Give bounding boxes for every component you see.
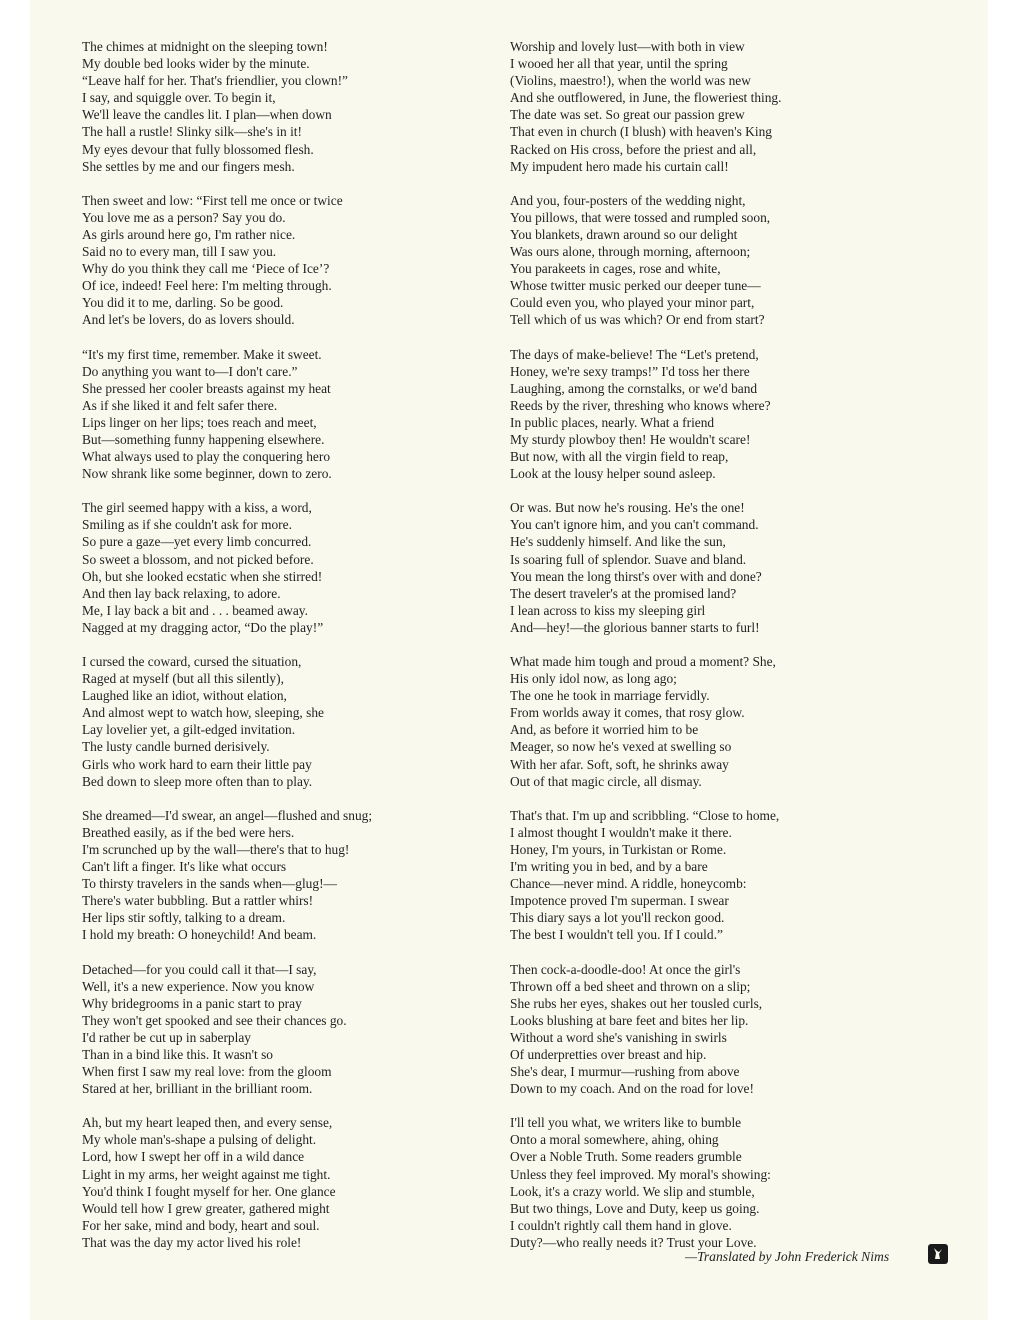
- poem-line: Without a word she's vanishing in swirls: [510, 1029, 727, 1045]
- poem-line: Looks blushing at bare feet and bites her lip.: [510, 1012, 749, 1028]
- poem-line: You parakeets in cages, rose and white,: [510, 261, 721, 277]
- poem-line: The one he took in marriage fervidly.: [510, 688, 710, 704]
- poem-line: Whose twitter music perked our deeper tune—: [510, 278, 761, 294]
- poem-line: They won't get spooked and see their chances go.: [82, 1012, 347, 1028]
- poem-line: So pure a gaze—yet every limb concurred.: [82, 534, 312, 550]
- poem-line: Honey, I'm yours, in Turkistan or Rome.: [510, 841, 727, 857]
- poem-line: Nagged at my dragging actor, “Do the play!”: [82, 619, 324, 635]
- poem-line: From worlds away it comes, that rosy glow.: [510, 705, 745, 721]
- poem-line: He's suddenly himself. And like the sun,: [510, 534, 726, 550]
- poem-line: Then sweet and low: “First tell me once or twice: [82, 192, 343, 208]
- poem-line: I wooed her all that year, until the spring: [510, 56, 728, 72]
- poem-line: I couldn't rightly call them hand in glove.: [510, 1217, 732, 1233]
- poem-line: The hall a rustle! Slinky silk—she's in it!: [82, 124, 302, 140]
- poem-line: Tell which of us was which? Or end from start?: [510, 312, 765, 328]
- stanza: [82, 961, 482, 1098]
- poem-line: This diary says a lot you'll reckon good.: [510, 910, 725, 926]
- poem-line: Thrown off a bed sheet and thrown on a slip;: [510, 978, 751, 994]
- poem-line: For her sake, mind and body, heart and soul.: [82, 1217, 320, 1233]
- poem-line: My double bed looks wider by the minute.: [82, 56, 310, 72]
- poem-line: As girls around here go, I'm rather nice.: [82, 226, 296, 242]
- stanza: [82, 38, 482, 175]
- poem-line: Worship and lovely lust—with both in view: [510, 39, 745, 54]
- stanza: [82, 1114, 482, 1251]
- poem-line: Than in a bind like this. It wasn't so: [82, 1046, 273, 1062]
- poem-line: Look, it's a crazy world. We slip and stumble,: [510, 1183, 755, 1199]
- poem-line: What always used to play the conquering hero: [82, 449, 331, 465]
- poem-line: Oh, but she looked ecstatic when she stirred!: [82, 568, 323, 584]
- poem-left-column: [82, 38, 482, 1268]
- stanza: [82, 653, 482, 790]
- stanza: [510, 499, 920, 636]
- poem-line: Is soaring full of splendor. Suave and bland.: [510, 551, 747, 567]
- poem-line: When first I saw my real love: from the gloom: [82, 1064, 332, 1080]
- poem-line: I'm scrunched up by the wall—there's that to hug!: [82, 841, 350, 857]
- poem-line: “It's my first time, remember. Make it sweet.: [82, 346, 322, 362]
- poem-line: I say, and squiggle over. To begin it,: [82, 90, 276, 106]
- poem-line: The date was set. So great our passion grew: [510, 107, 745, 123]
- poem-line: Smiling as if she couldn't ask for more.: [82, 517, 292, 533]
- poem-line: I'd rather be cut up in saberplay: [82, 1029, 251, 1045]
- poem-line: Lay lovelier yet, a gilt-edged invitation.: [82, 722, 296, 738]
- poem-line: Stared at her, brilliant in the brilliant room.: [82, 1081, 313, 1097]
- poem-line: You can't ignore him, and you can't command.: [510, 517, 759, 533]
- poem-line: His only idol now, as long ago;: [510, 671, 677, 687]
- bunny-logo-icon: [928, 1244, 948, 1264]
- stanza: [82, 192, 482, 329]
- poem-line: In public places, nearly. What a friend: [510, 414, 715, 430]
- poem-line: That was the day my actor lived his role!: [82, 1234, 302, 1250]
- poem-line: Was ours alone, through morning, afternoon;: [510, 244, 751, 260]
- poem-line: (Violins, maestro!), when the world was new: [510, 73, 751, 89]
- poem-line: Of underpretties over breast and hip.: [510, 1046, 707, 1062]
- poem-line: There's water bubbling. But a rattler whirs!: [82, 893, 314, 909]
- poem-line: Chance—never mind. A riddle, honeycomb:: [510, 876, 747, 892]
- poem-line: “Leave half for her. That's friendlier, you clown!”: [82, 73, 348, 89]
- poem-line: Meager, so now he's vexed at swelling so: [510, 739, 732, 755]
- poem-line: We'll leave the candles lit. I plan—when down: [82, 107, 332, 123]
- poem-line: My whole man's-shape a pulsing of delight.: [82, 1132, 317, 1148]
- stanza: [510, 192, 920, 329]
- poem-line: My impudent hero made his curtain call!: [510, 158, 729, 174]
- poem-line: I'll tell you what, we writers like to bumble: [510, 1115, 742, 1131]
- poem-line: And—hey!—the glorious banner starts to furl!: [510, 619, 760, 635]
- poem-line: Racked on His cross, before the priest and all,: [510, 141, 757, 157]
- poem-line: And then lay back relaxing, to adore.: [82, 585, 281, 601]
- poem-line: She rubs her eyes, shakes out her tousled curls,: [510, 995, 763, 1011]
- poem-line: You mean the long thirst's over with and done?: [510, 568, 762, 584]
- poem-line: You'd think I fought myself for her. One glance: [82, 1183, 336, 1199]
- poem-line: Do anything you want to—I don't care.”: [82, 363, 298, 379]
- poem-line: And let's be lovers, do as lovers should.: [82, 312, 295, 328]
- poem-line: She settles by me and our fingers mesh.: [82, 158, 295, 174]
- poem-line: The days of make-believe! The “Let's pretend,: [510, 346, 759, 362]
- poem-line: Or was. But now he's rousing. He's the one!: [510, 500, 745, 516]
- poem-line: Laughed like an idiot, without elation,: [82, 688, 287, 704]
- poem-line: That even in church (I blush) with heaven's King: [510, 124, 772, 140]
- poem-line: Duty?—who really needs it? Trust your Love.: [510, 1234, 757, 1250]
- poem-line: Down to my coach. And on the road for love!: [510, 1081, 754, 1097]
- poem-line: Ah, but my heart leaped then, and every sense,: [82, 1115, 333, 1131]
- stanza: [82, 499, 482, 636]
- poem-line: Can't lift a finger. It's like what occurs: [82, 859, 287, 875]
- poem-line: Honey, we're sexy tramps!” I'd toss her there: [510, 363, 750, 379]
- poem-line: And, as before it worried him to be: [510, 722, 699, 738]
- poem-line: Girls who work hard to earn their little pay: [82, 756, 312, 772]
- poem-line: Unless they feel improved. My moral's showing:: [510, 1166, 771, 1182]
- poem-line: Laughing, among the cornstalks, or we'd band: [510, 380, 758, 396]
- stanza: [510, 961, 920, 1098]
- poem-line: Me, I lay back a bit and . . . beamed away.: [82, 602, 308, 618]
- poem-line: Now shrank like some beginner, down to zero.: [82, 466, 332, 482]
- poem-line: The lusty candle burned derisively.: [82, 739, 270, 755]
- poem-line: I lean across to kiss my sleeping girl: [510, 602, 706, 618]
- stanza: [510, 653, 920, 790]
- poem-line: Well, it's a new experience. Now you know: [82, 978, 315, 994]
- stanza: [82, 346, 482, 483]
- stanza: [82, 807, 482, 944]
- poem-line: That's that. I'm up and scribbling. “Close to home,: [510, 807, 780, 823]
- poem-line: Then cock-a-doodle-doo! At once the girl's: [510, 961, 741, 977]
- poem-line: You did it to me, darling. So be good.: [82, 295, 284, 311]
- poem-line: My sturdy plowboy then! He wouldn't scare!: [510, 431, 751, 447]
- poem-line: Would tell how I grew greater, gathered might: [82, 1200, 330, 1216]
- poem-line: Her lips stir softly, talking to a dream.: [82, 910, 286, 926]
- stanza: [510, 346, 920, 483]
- poem-line: But now, with all the virgin field to reap,: [510, 449, 729, 465]
- poem-line: Detached—for you could call it that—I say,: [82, 961, 317, 977]
- poem-line: Reeds by the river, threshing who knows where?: [510, 397, 771, 413]
- poem-line: And you, four-posters of the wedding night,: [510, 192, 746, 208]
- magazine-page: [30, 0, 988, 1320]
- poem-line: Impotence proved I'm superman. I swear: [510, 893, 729, 909]
- poem-line: I cursed the coward, cursed the situation,: [82, 654, 302, 669]
- poem-line: Breathed easily, as if the bed were hers.: [82, 824, 295, 840]
- poem-line: So sweet a blossom, and not picked before.: [82, 551, 314, 567]
- poem-line: With her afar. Soft, soft, he shrinks away: [510, 756, 729, 772]
- poem-line: She dreamed—I'd swear, an angel—flushed and snug;: [82, 807, 373, 823]
- poem-line: The desert traveler's at the promised land?: [510, 585, 737, 601]
- poem-line: As if she liked it and felt safer there.: [82, 397, 278, 413]
- poem-line: My eyes devour that fully blossomed flesh.: [82, 141, 314, 157]
- poem-line: She's dear, I murmur—rushing from above: [510, 1064, 740, 1080]
- poem-line: Bed down to sleep more often than to play.: [82, 773, 313, 789]
- poem-line: The chimes at midnight on the sleeping town!: [82, 39, 328, 54]
- poem-line: Why do you think they call me ‘Piece of Ice’?: [82, 261, 330, 277]
- poem-line: What made him tough and proud a moment? She,: [510, 654, 776, 669]
- poem-line: Over a Noble Truth. Some readers grumble: [510, 1149, 742, 1165]
- poem-line: The girl seemed happy with a kiss, a word,: [82, 500, 312, 516]
- poem-line: Raged at myself (but all this silently),: [82, 671, 284, 687]
- stanza: [510, 807, 920, 944]
- translator-credit: —Translated by John Frederick Nims: [685, 1249, 890, 1264]
- poem-line: She pressed her cooler breasts against my heat: [82, 380, 331, 396]
- poem-line: I hold my breath: O honeychild! And beam.: [82, 927, 317, 943]
- poem-line: To thirsty travelers in the sands when—glug!—: [82, 876, 337, 892]
- poem-line: Lord, how I swept her off in a wild dance: [82, 1149, 305, 1165]
- poem-line: You pillows, that were tossed and rumpled soon,: [510, 209, 771, 225]
- stanza: [510, 38, 920, 175]
- poem-line: And she outflowered, in June, the floweriest thing.: [510, 90, 782, 106]
- poem-line: Why bridegrooms in a panic start to pray: [82, 995, 302, 1011]
- poem-line: But two things, Love and Duty, keep us going.: [510, 1200, 760, 1216]
- poem-line: You love me as a person? Say you do.: [82, 209, 286, 225]
- poem-line: Look at the lousy helper sound asleep.: [510, 466, 716, 482]
- poem-line: Light in my arms, her weight against me tight.: [82, 1166, 331, 1182]
- stanza: [510, 1114, 920, 1251]
- poem-line: I'm writing you in bed, and by a bare: [510, 859, 708, 875]
- poem-line: And almost wept to watch how, sleeping, she: [82, 705, 324, 721]
- poem-line: Said no to every man, till I saw you.: [82, 244, 277, 260]
- poem-line: You blankets, drawn around so our delight: [510, 226, 738, 242]
- poem-line: I almost thought I wouldn't make it there.: [510, 824, 732, 840]
- poem-line: Out of that magic circle, all dismay.: [510, 773, 702, 789]
- poem-line: The best I wouldn't tell you. If I could.”: [510, 927, 723, 943]
- poem-line: Of ice, indeed! Feel here: I'm melting through.: [82, 278, 332, 294]
- poem-line: Lips linger on her lips; toes reach and meet,: [82, 414, 317, 430]
- poem-line: Onto a moral somewhere, ahing, ohing: [510, 1132, 719, 1148]
- poem-right-column: [510, 38, 920, 1268]
- poem-line: Could even you, who played your minor part,: [510, 295, 755, 311]
- poem-line: But—something funny happening elsewhere.: [82, 431, 325, 447]
